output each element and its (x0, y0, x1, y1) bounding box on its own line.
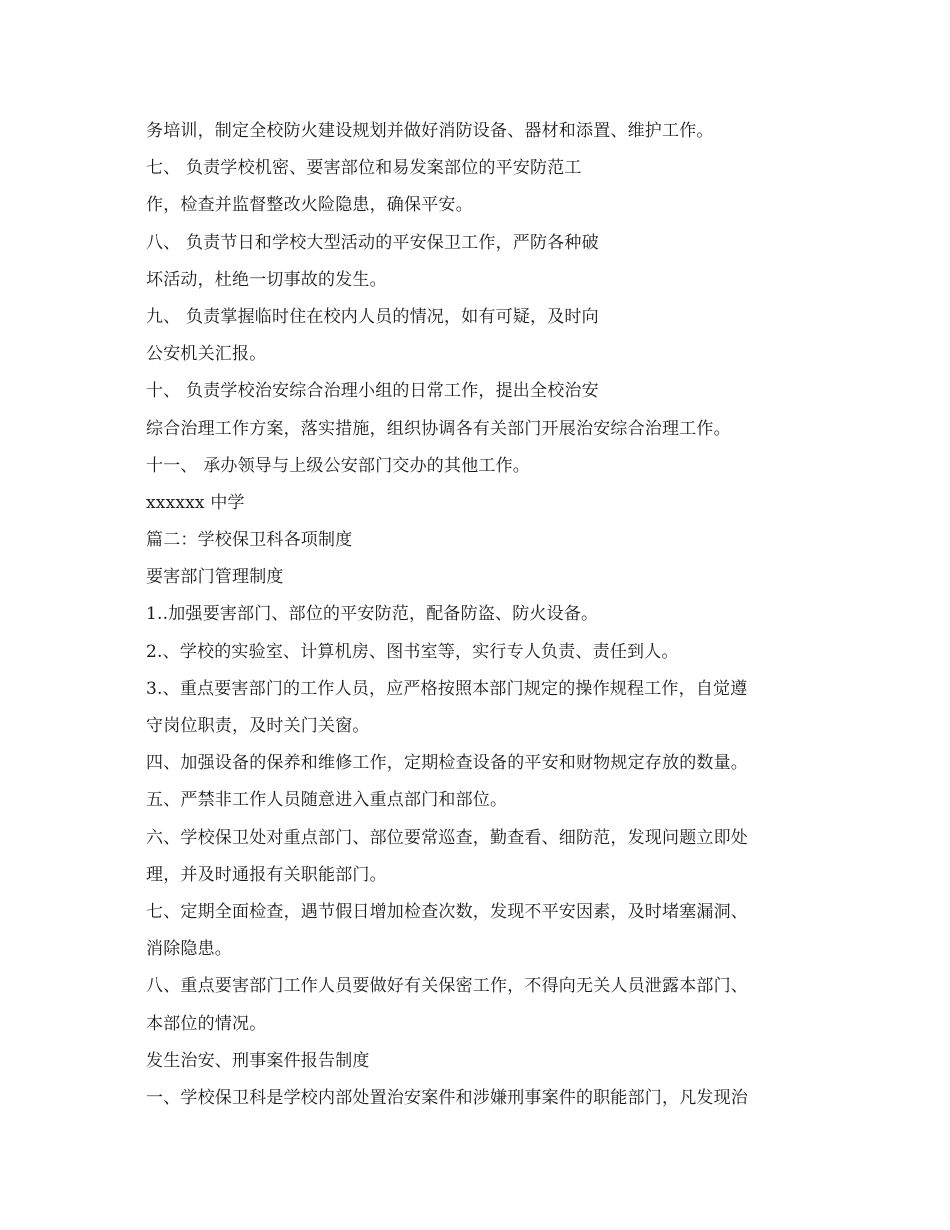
text-line: 2.、学校的实验室、计算机房、图书室等，实行专人负责、责任到人。 (146, 641, 679, 662)
text-line: 十、 负责学校治安综合治理小组的日常工作，提出全校治安 (146, 381, 599, 402)
text-line: 坏活动，杜绝一切事故的发生。 (146, 269, 387, 290)
text-line: 1..加强要害部门、部位的平安防范，配备防盗、防火设备。 (146, 604, 599, 625)
subsection-title: 要害部门管理制度 (146, 567, 284, 588)
text-line: 七、定期全面检查，遇节假日增加检查次数，发现不平安因素，及时堵塞漏洞、 (146, 901, 748, 922)
text-line: 七、 负责学校机密、要害部位和易发案部位的平安防范工 (146, 158, 582, 179)
text-line: 一、学校保卫科是学校内部处置治安案件和涉嫌刑事案件的职能部门，凡发现治 (146, 1087, 748, 1108)
text-line: 作，检查并监督整改火险隐患，确保平安。 (146, 195, 473, 216)
text-line: 五、严禁非工作人员随意进入重点部门和部位。 (146, 790, 508, 811)
text-line: 十一、 承办领导与上级公安部门交办的其他工作。 (146, 455, 531, 476)
text-line: 务培训，制定全校防火建设规划并做好消防设备、器材和添置、维护工作。 (146, 121, 714, 141)
text-line: 六、学校保卫处对重点部门、部位要常巡查，勤查看、细防范，发现问题立即处 (146, 827, 748, 848)
text-line: 3.、重点要害部门的工作人员，应严格按照本部门规定的操作规程工作，自觉遵 (146, 678, 748, 699)
text-line: 八、重点要害部门工作人员要做好有关保密工作，不得向无关人员泄露本部门、 (146, 976, 748, 997)
text-line: 消除隐患。 (146, 939, 232, 960)
section-title: 篇二：学校保卫科各项制度 (146, 530, 353, 551)
text-line: 九、 负责掌握临时住在校内人员的情况，如有可疑，及时向 (146, 306, 599, 327)
text-line: 公安机关汇报。 (146, 344, 267, 365)
document-body (146, 113, 836, 1117)
text-line: 本部位的情况。 (146, 1013, 267, 1034)
signature-line: xxxxxx 中学 (146, 492, 245, 513)
text-line: 四、加强设备的保养和维修工作，定期检查设备的平安和财物规定存放的数量。 (146, 753, 748, 774)
text-line: 守岗位职责，及时关门关窗。 (146, 716, 370, 736)
text-line: 理，并及时通报有关职能部门。 (146, 864, 387, 885)
text-line: 八、 负责节日和学校大型活动的平安保卫工作，严防各种破 (146, 232, 599, 253)
subsection-title: 发生治安、刑事案件报告制度 (146, 1050, 370, 1071)
text-line: 综合治理工作方案，落实措施，组织协调各有关部门开展治安综合治理工作。 (146, 418, 731, 439)
